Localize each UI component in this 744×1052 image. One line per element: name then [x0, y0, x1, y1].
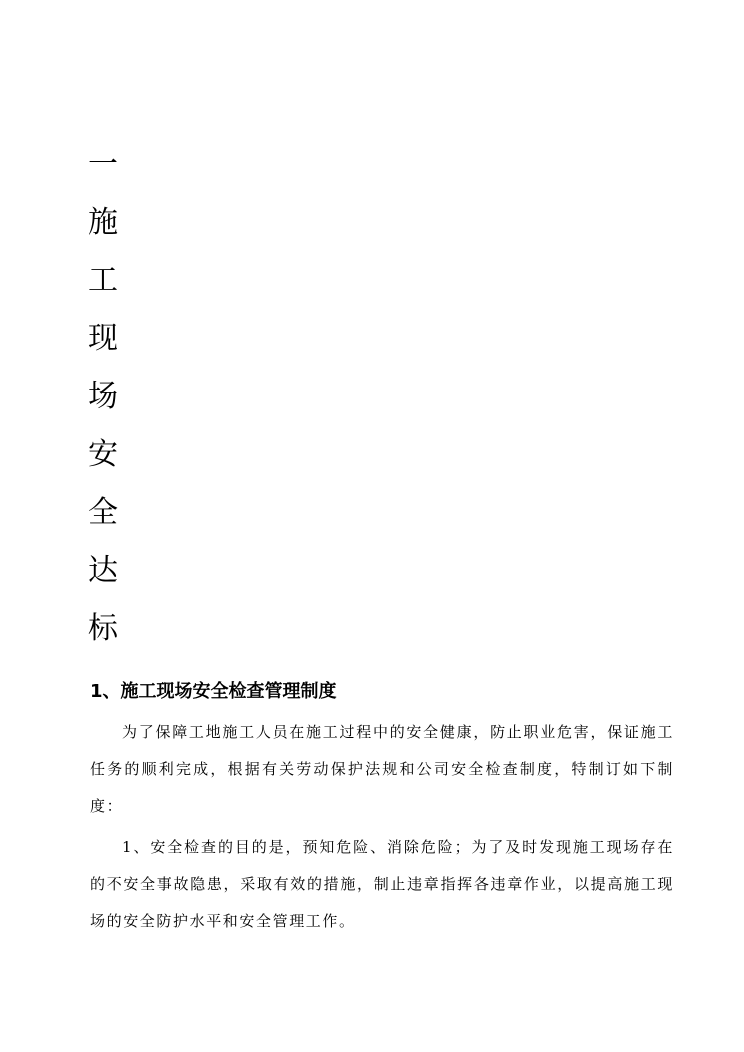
title-char: 场	[88, 379, 118, 414]
vertical-title	[88, 147, 128, 672]
title-char: 标	[88, 611, 118, 646]
title-char: 达	[88, 553, 118, 588]
title-char: 一	[88, 147, 118, 182]
title-char: 施	[88, 205, 118, 240]
body-paragraph: 为了保障工地施工人员在施工过程中的安全健康，防止职业危害，保证施工任务的顺利完成，根据有关劳动保护法规和公司安全检查制度，特制订如下制度：	[90, 723, 674, 815]
title-char: 全	[88, 495, 118, 530]
title-char: 安	[88, 437, 118, 472]
body-paragraph: 1、安全检查的目的是，预知危险、消除危险；为了及时发现施工现场存在的不安全事故隐患，采取有效的措施，制止违章指挥各违章作业，以提高施工现场的安全防护水平和安全管理工作。	[90, 838, 674, 930]
title-char: 工	[88, 263, 118, 298]
section-heading: 1、施工现场安全检查管理制度	[90, 681, 337, 702]
title-char: 现	[88, 321, 118, 356]
